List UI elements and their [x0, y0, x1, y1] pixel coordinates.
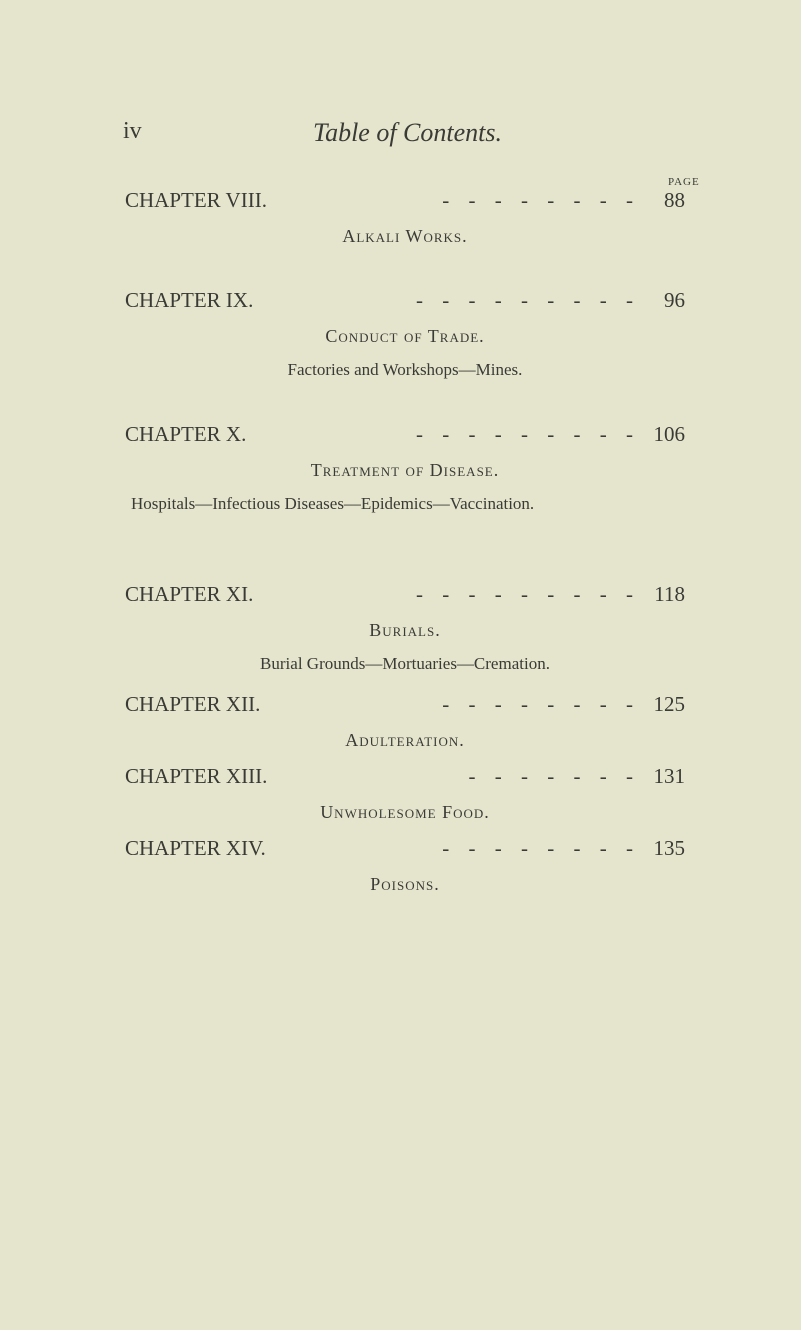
dot-leaders: - - - - - - -	[468, 764, 640, 788]
chapter-subject: Treatment of Disease.	[310, 460, 500, 480]
page-header	[123, 118, 683, 158]
chapter-subject: Burials.	[369, 620, 441, 640]
dot-leaders: - - - - - - - - -	[416, 582, 640, 606]
chapter-subject: Conduct of Trade.	[325, 326, 485, 346]
toc-entry-chapter-13	[125, 764, 685, 823]
page-reference: 96	[664, 288, 685, 312]
toc-entry-chapter-14	[125, 836, 685, 895]
page-reference: 106	[653, 422, 685, 446]
chapter-title: CHAPTER XI.	[125, 582, 254, 606]
dot-leaders: - - - - - - - - -	[416, 422, 640, 446]
dot-leaders: - - - - - - - - -	[416, 288, 640, 312]
toc-entry-chapter-8	[125, 188, 685, 247]
chapter-subject: Alkali Works.	[342, 226, 468, 246]
toc-entry-chapter-9	[125, 288, 685, 383]
chapter-topics: Hospitals—Infectious Diseases—Epidemics—Vaccination.	[131, 494, 535, 513]
chapter-title: CHAPTER XIII.	[125, 764, 268, 788]
chapter-title: CHAPTER X.	[125, 422, 247, 446]
toc-entry-chapter-12	[125, 692, 685, 751]
page-reference: 88	[664, 188, 685, 212]
chapter-title: CHAPTER XII.	[125, 692, 261, 716]
chapter-topics: Factories and Workshops—Mines.	[287, 360, 523, 379]
chapter-topics: Burial Grounds—Mortuaries—Cremation.	[260, 654, 550, 673]
chapter-line	[125, 692, 685, 722]
chapter-line	[125, 188, 685, 218]
chapter-title: CHAPTER VIII.	[125, 188, 267, 212]
chapter-subject: Adulteration.	[345, 730, 465, 750]
page-reference: 135	[653, 836, 685, 860]
toc-entry-chapter-11	[125, 582, 685, 677]
chapter-line	[125, 764, 685, 794]
chapter-line	[125, 582, 685, 612]
chapter-subject: Poisons.	[370, 874, 440, 894]
chapter-line	[125, 836, 685, 866]
page-reference: 125	[653, 692, 685, 716]
chapter-line	[125, 422, 685, 452]
page-reference: 118	[654, 582, 685, 606]
dot-leaders: - - - - - - - -	[442, 836, 640, 860]
chapter-title: CHAPTER IX.	[125, 288, 254, 312]
running-title: Table of Contents.	[313, 118, 503, 147]
toc-entry-chapter-10	[125, 422, 685, 517]
page-number: iv	[123, 118, 142, 144]
page-column-label: PAGE	[668, 176, 700, 188]
dot-leaders: - - - - - - - -	[442, 692, 640, 716]
chapter-line	[125, 288, 685, 318]
dot-leaders: - - - - - - - -	[442, 188, 640, 212]
page-reference: 131	[653, 764, 685, 788]
chapter-subject: Unwholesome Food.	[320, 802, 490, 822]
chapter-title: CHAPTER XIV.	[125, 836, 266, 860]
